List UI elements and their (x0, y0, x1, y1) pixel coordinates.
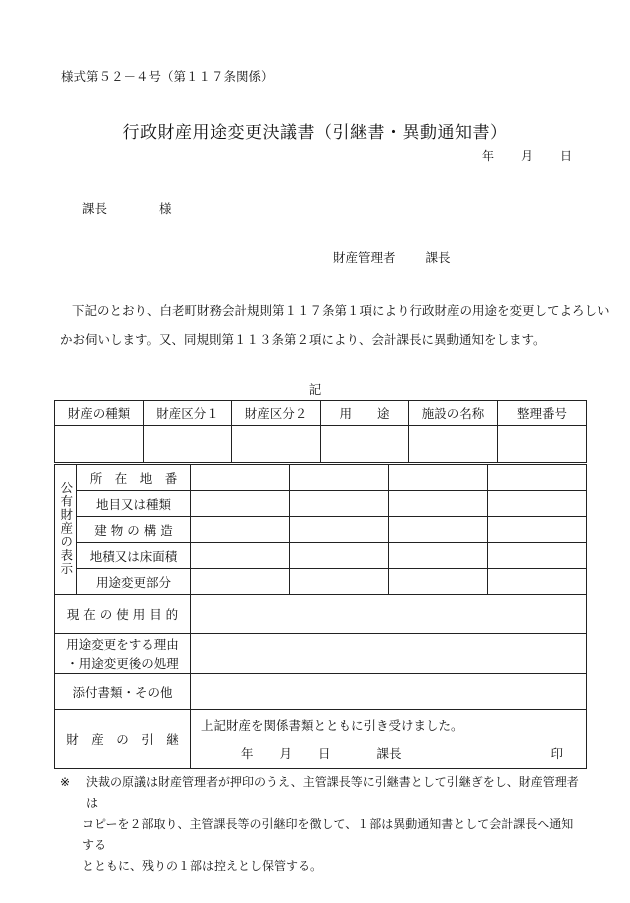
handover-year: 年 (241, 746, 254, 761)
date-day: 日 (560, 149, 573, 163)
cell-location-1[interactable] (191, 465, 290, 491)
cell-usage[interactable] (321, 426, 409, 463)
cell-land-type-1[interactable] (191, 491, 290, 517)
public-property-label: 公有財産の表示 (55, 465, 77, 595)
cell-structure-4[interactable] (488, 517, 587, 543)
handover-title: 課長 (376, 746, 402, 761)
header-category-2: 財産区分２ (232, 401, 321, 426)
handover-seal: 印 (550, 746, 563, 761)
note-line-2: コピーを２部取り、主管課長等の引継印を徴して、１部は異動通知書として会計課長へ通知する (82, 817, 574, 852)
change-reason-field[interactable] (191, 634, 587, 674)
cell-changed-part-1[interactable] (191, 569, 290, 595)
date-line (482, 147, 572, 164)
header-usage: 用 途 (321, 401, 409, 426)
row-structure-label: 建 物 の 構 造 (77, 517, 191, 543)
row-changed-part-label: 用途変更部分 (77, 569, 191, 595)
cell-facility-name[interactable] (409, 426, 498, 463)
cell-land-type-4[interactable] (488, 491, 587, 517)
form-number: 様式第５２－４号（第１１７条関係） (61, 69, 274, 84)
document-title: 行政財産用途変更決議書（引継書・異動通知書） (122, 123, 508, 143)
cell-location-2[interactable] (290, 465, 389, 491)
change-reason-label (55, 634, 191, 674)
cell-structure-3[interactable] (389, 517, 488, 543)
cell-structure-2[interactable] (290, 517, 389, 543)
cell-land-type-2[interactable] (290, 491, 389, 517)
cell-area-3[interactable] (389, 543, 488, 569)
handover-label: 財 産 の 引 継 (55, 710, 191, 769)
body-line-1: 下記のとおり、白老町財務会計規則第１１７条第１項により行政財産の用途を変更してよろしい (72, 303, 610, 318)
handover-sign-line (241, 744, 563, 762)
cell-area-1[interactable] (191, 543, 290, 569)
header-category-1: 財産区分１ (144, 401, 232, 426)
row-land-type-label: 地目又は種類 (77, 491, 191, 517)
cell-changed-part-2[interactable] (290, 569, 389, 595)
footnote (60, 772, 580, 877)
row-location-label: 所 在 地 番 (77, 465, 191, 491)
note-line-3: とともに、残りの１部は控えとし保管する。 (82, 859, 323, 873)
cell-location-3[interactable] (389, 465, 488, 491)
current-use-field[interactable] (191, 595, 587, 634)
ki-heading: 記 (308, 382, 322, 397)
cell-changed-part-3[interactable] (389, 569, 488, 595)
cell-category-1[interactable] (144, 426, 232, 463)
attachments-field[interactable] (191, 674, 587, 710)
current-use-label: 現 在 の 使 用 目 的 (55, 595, 191, 634)
cell-property-kind[interactable] (55, 426, 144, 463)
cell-area-4[interactable] (488, 543, 587, 569)
cell-reference-number[interactable] (498, 426, 587, 463)
handover-month: 月 (279, 746, 293, 761)
cell-changed-part-4[interactable] (488, 569, 587, 595)
addressee (82, 199, 172, 217)
sender-role: 財産管理者 (333, 250, 396, 265)
header-reference-number: 整理番号 (498, 401, 587, 426)
header-facility-name: 施設の名称 (409, 401, 498, 426)
cell-area-2[interactable] (290, 543, 389, 569)
addressee-honorific: 様 (159, 201, 172, 216)
note-line-1: 決裁の原議は財産管理者が押印のうえ、主管課長等に引継書として引継ぎをし、財産管理者は (86, 775, 579, 810)
cell-location-4[interactable] (488, 465, 587, 491)
handover-day: 日 (318, 746, 331, 761)
handover-text: 上記財産を関係書類とともに引き受けました。 (201, 718, 464, 733)
change-reason-line-2: ・用途変更後の処理 (66, 655, 179, 671)
body-line-2: かお伺いします。又、同規則第１１３条第２項により、会計課長に異動通知をします。 (60, 332, 546, 347)
attachments-label: 添付書類・その他 (55, 674, 191, 710)
change-reason-line-1: 用途変更をする理由 (66, 636, 179, 652)
header-property-kind: 財産の種類 (55, 401, 144, 426)
cell-category-2[interactable] (232, 426, 321, 463)
date-year: 年 (482, 149, 495, 163)
property-detail-table (54, 464, 587, 769)
handover-field[interactable] (191, 710, 587, 769)
sender-title: 課長 (425, 250, 451, 265)
date-month: 月 (521, 149, 534, 163)
addressee-title: 課長 (82, 201, 108, 216)
row-area-label: 地積又は床面積 (77, 543, 191, 569)
property-type-table (54, 400, 587, 463)
note-mark: ※ (60, 775, 71, 789)
cell-structure-1[interactable] (191, 517, 290, 543)
sender (333, 248, 451, 266)
cell-land-type-3[interactable] (389, 491, 488, 517)
